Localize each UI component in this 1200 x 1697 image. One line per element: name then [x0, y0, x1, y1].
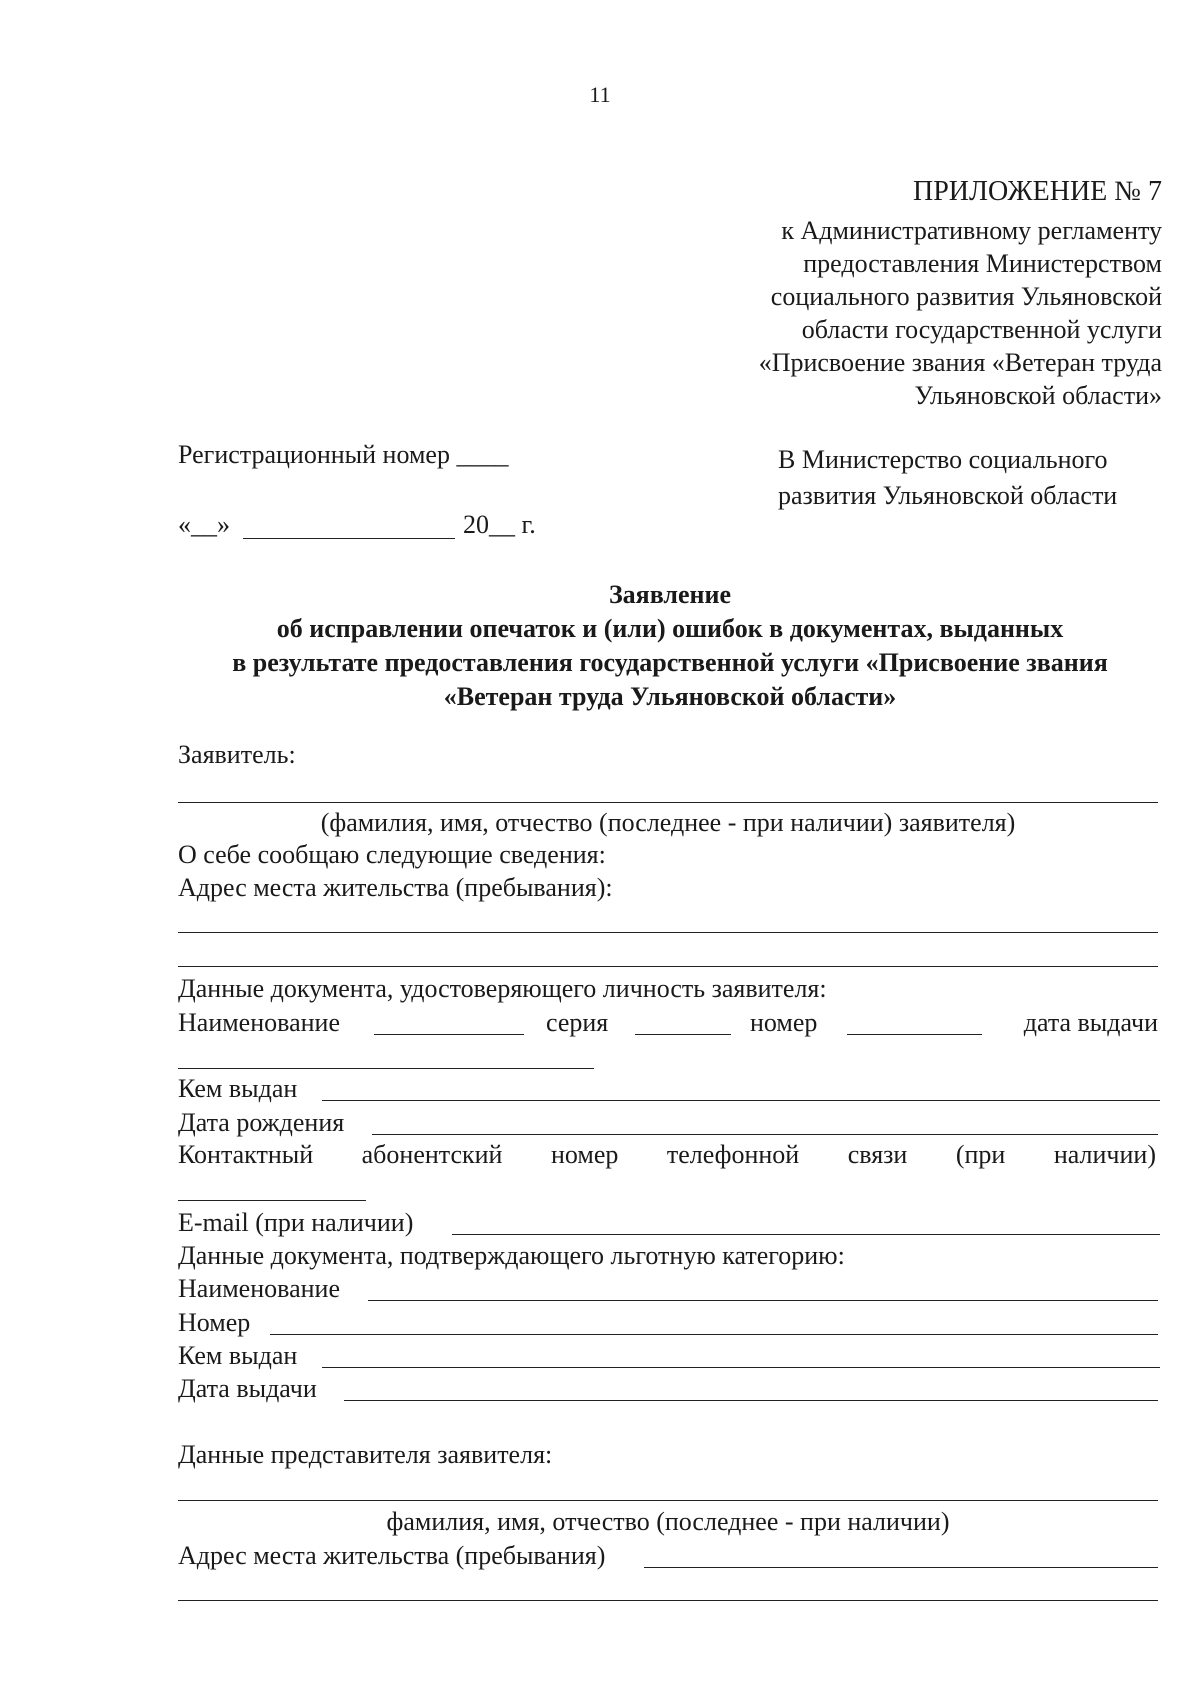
address-label: Адрес места жительства (пребывания): — [178, 873, 613, 902]
phone-word: (при — [955, 1140, 1006, 1169]
about-label: О себе сообщаю следующие сведения: — [178, 840, 606, 869]
phone-word: телефонной — [666, 1140, 800, 1169]
registration-date-month-line[interactable] — [243, 538, 455, 539]
applicant-label: Заявитель: — [178, 740, 296, 769]
id-name-label: Наименование — [178, 1008, 340, 1037]
phone-word: Контактный — [178, 1140, 314, 1169]
appendix-line: предоставления Министерством — [803, 249, 1162, 278]
appendix-line: к Административному регламенту — [781, 216, 1162, 245]
benefit-number-label: Номер — [178, 1308, 251, 1337]
appendix-title: ПРИЛОЖЕНИЕ № 7 — [913, 176, 1162, 207]
id-doc-label: Данные документа, удостоверяющего личность заявителя: — [178, 974, 827, 1003]
appendix-line: «Присвоение звания «Ветеран труда — [758, 348, 1162, 377]
appendix-line: социального развития Ульяновской — [770, 282, 1162, 311]
phone-word: связи — [847, 1140, 908, 1169]
appendix-line: области государственной услуги — [801, 315, 1162, 344]
applicant-caption: (фамилия, имя, отчество (последнее - при наличии) заявителя) — [320, 808, 1016, 837]
representative-address-label: Адрес места жительства (пребывания) — [178, 1541, 606, 1570]
representative-name-line[interactable] — [178, 1500, 1158, 1501]
registration-number-label: Регистрационный номер ____ — [178, 440, 509, 469]
email-label: E-mail (при наличии) — [178, 1208, 414, 1237]
benefit-issue-date-line[interactable] — [344, 1400, 1158, 1401]
benefit-number-line[interactable] — [270, 1334, 1158, 1335]
addressee-line: развития Ульяновской области — [778, 481, 1118, 510]
issued-by-line[interactable] — [322, 1100, 1160, 1101]
representative-label: Данные представителя заявителя: — [178, 1440, 553, 1469]
id-number-line[interactable] — [847, 1034, 982, 1035]
addressee-line: В Министерство социального — [778, 445, 1108, 474]
registration-date-day: «__» — [178, 510, 230, 539]
id-name-line[interactable] — [374, 1034, 524, 1035]
heading-line: «Ветеран труда Ульяновской области» — [443, 682, 897, 711]
benefit-doc-label: Данные документа, подтверждающего льготную категорию: — [178, 1241, 845, 1270]
phone-word: номер — [550, 1140, 619, 1169]
phone-line[interactable] — [178, 1200, 366, 1201]
appendix-line: Ульяновской области» — [914, 381, 1162, 410]
page-number — [0, 84, 1200, 106]
birth-date-line[interactable] — [372, 1134, 1158, 1135]
address-line-2[interactable] — [178, 966, 1158, 967]
benefit-name-line[interactable] — [368, 1300, 1158, 1301]
representative-address-line-2[interactable] — [178, 1600, 1158, 1601]
id-series-label: серия — [546, 1008, 609, 1037]
document-heading — [120, 578, 1200, 714]
benefit-name-label: Наименование — [178, 1274, 340, 1303]
phone-word: абонентский — [361, 1140, 503, 1169]
id-issue-date-line[interactable] — [178, 1068, 594, 1069]
addressee-block — [778, 442, 1117, 514]
applicant-name-line[interactable] — [178, 802, 1158, 803]
id-series-line[interactable] — [635, 1034, 731, 1035]
email-line[interactable] — [452, 1234, 1160, 1235]
benefit-issued-by-label: Кем выдан — [178, 1341, 298, 1370]
phone-label-row — [178, 1142, 1156, 1168]
id-number-label: номер — [750, 1008, 818, 1037]
heading-line: в результате предоставления государственной услуги «Присвоение звания — [232, 648, 1108, 677]
heading-line: Заявление — [608, 580, 732, 609]
appendix-block — [560, 214, 1162, 412]
birth-date-label: Дата рождения — [178, 1108, 345, 1137]
registration-date-year: 20__ г. — [463, 510, 536, 539]
address-line-1[interactable] — [178, 932, 1158, 933]
benefit-issued-by-line[interactable] — [322, 1367, 1160, 1368]
id-issue-date-label: дата выдачи — [1023, 1008, 1158, 1037]
heading-line: об исправлении опечаток и (или) ошибок в документах, выданных — [276, 614, 1064, 643]
benefit-issue-date-label: Дата выдачи — [178, 1374, 317, 1403]
page-number-text: 11 — [589, 82, 611, 107]
phone-word: наличии) — [1053, 1140, 1156, 1169]
representative-caption: фамилия, имя, отчество (последнее - при наличии) — [386, 1507, 950, 1536]
issued-by-label: Кем выдан — [178, 1074, 298, 1103]
representative-address-line-1[interactable] — [644, 1567, 1158, 1568]
